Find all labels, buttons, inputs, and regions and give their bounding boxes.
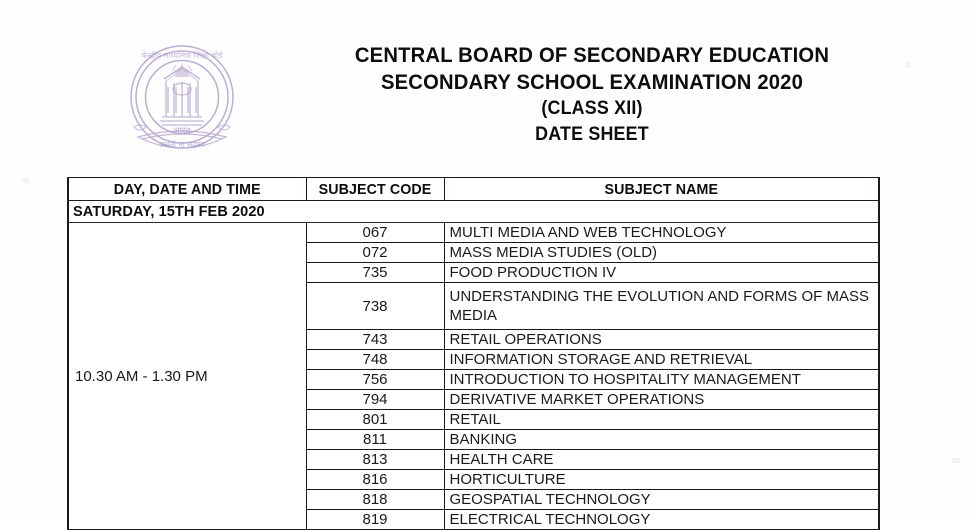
subject-code: 811: [306, 430, 444, 450]
table-body: [68, 201, 879, 530]
header-row: [68, 178, 879, 201]
table-header: [68, 178, 879, 201]
page-title-class: (CLASS XII): [541, 98, 643, 119]
subject-name: HEALTH CARE: [444, 450, 879, 470]
scan-artifact: [22, 178, 29, 183]
cbse-logo-icon: [120, 41, 244, 163]
subject-code: 819: [306, 510, 444, 530]
date-group-label: SATURDAY, 15TH FEB 2020: [68, 201, 879, 223]
subject-name: ELECTRICAL TECHNOLOGY: [444, 510, 879, 530]
document-header: [0, 0, 975, 172]
time-slot-cell: 10.30 AM - 1.30 PM: [68, 223, 306, 530]
scan-artifact: [952, 458, 960, 463]
subject-name: BANKING: [444, 430, 879, 450]
subject-name: INTRODUCTION TO HOSPITALITY MANAGEMENT: [444, 370, 879, 390]
subject-name: RETAIL: [444, 410, 879, 430]
subject-code: 801: [306, 410, 444, 430]
column-header-subject-code: SUBJECT CODE: [309, 178, 440, 201]
subject-code: 756: [306, 370, 444, 390]
subject-code: 743: [306, 330, 444, 350]
date-sheet-table: [67, 177, 880, 530]
subject-code: 748: [306, 350, 444, 370]
subject-name: UNDERSTANDING THE EVOLUTION AND FORMS OF MASS MEDIA: [444, 283, 879, 330]
column-header-subject-name: SUBJECT NAME: [455, 178, 868, 201]
page-title-datesheet: DATE SHEET: [535, 124, 649, 145]
subject-code: 738: [306, 283, 444, 330]
subject-name: GEOSPATIAL TECHNOLOGY: [444, 490, 879, 510]
subject-code: 735: [306, 263, 444, 283]
subject-code: 813: [306, 450, 444, 470]
subject-name: FOOD PRODUCTION IV: [444, 263, 879, 283]
subject-code: 794: [306, 390, 444, 410]
page-title-exam: SECONDARY SCHOOL EXAMINATION 2020: [380, 70, 804, 94]
subject-code: 072: [306, 243, 444, 263]
subject-name: DERIVATIVE MARKET OPERATIONS: [444, 390, 879, 410]
subject-code: 818: [306, 490, 444, 510]
subject-name: HORTICULTURE: [444, 470, 879, 490]
svg-text:असतो मा सद्गमय: असतो मा सद्गमय: [158, 140, 206, 149]
subject-code: 067: [306, 223, 444, 243]
subject-name: MULTI MEDIA AND WEB TECHNOLOGY: [444, 223, 879, 243]
title-block: [262, 42, 922, 148]
subject-code: 816: [306, 470, 444, 490]
subject-name: MASS MEDIA STUDIES (OLD): [444, 243, 879, 263]
svg-text:भारत: भारत: [173, 126, 191, 136]
page-title-board: CENTRAL BOARD OF SECONDARY EDUCATION: [354, 43, 830, 67]
date-group-row: [68, 201, 879, 223]
table-row: [68, 223, 879, 243]
svg-text:केन्द्रीय माध्यमिक शिक्षा बोर्: केन्द्रीय माध्यमिक शिक्षा बोर्ड: [141, 51, 223, 60]
subject-name: RETAIL OPERATIONS: [444, 330, 879, 350]
subject-name: INFORMATION STORAGE AND RETRIEVAL: [444, 350, 879, 370]
column-header-day: DAY, DATE AND TIME: [74, 178, 300, 201]
